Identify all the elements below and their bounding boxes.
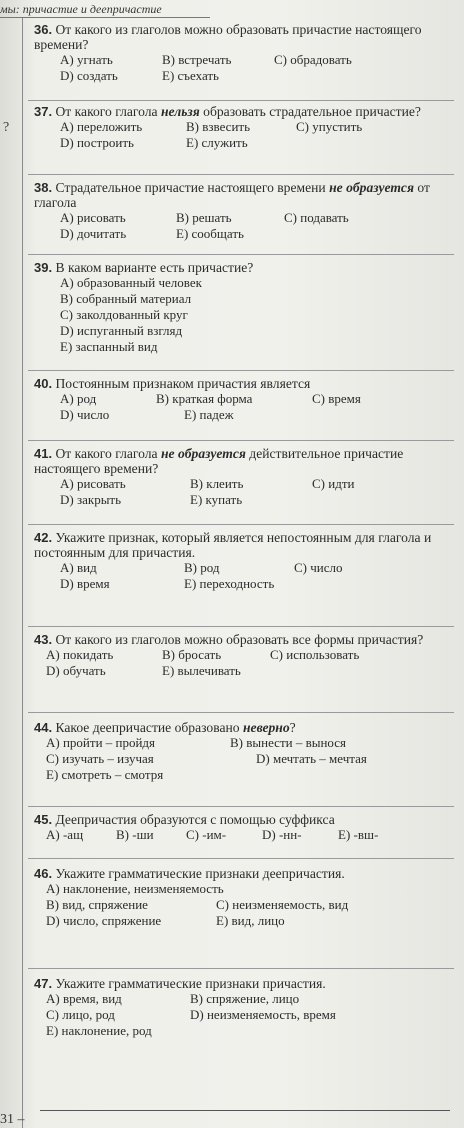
question-43 — [34, 632, 454, 679]
options-row — [34, 291, 454, 307]
option: С) -им- — [186, 827, 227, 843]
question-39 — [34, 260, 454, 355]
options-row — [34, 307, 454, 323]
option: С) изучать – изучая — [46, 751, 154, 767]
options-row — [34, 735, 454, 751]
option: Е) вылечивать — [162, 663, 241, 679]
option: А) пройти – пройдя — [46, 735, 156, 751]
options-row — [34, 663, 454, 679]
question-text: 37. От какого глагола нельзя образовать страдательное причастие? — [34, 104, 421, 119]
option: С) упустить — [296, 119, 363, 135]
options-row — [34, 1023, 454, 1039]
option: Е) служить — [186, 135, 248, 151]
separator — [28, 806, 454, 807]
options-row — [34, 407, 454, 423]
question-text: 42. Укажите признак, который является непостоянным для глагола и постоянным для причастия. — [34, 530, 432, 561]
option: А) род — [60, 391, 97, 407]
options-row — [34, 991, 454, 1007]
separator — [28, 968, 454, 969]
option: В) бросать — [162, 647, 222, 663]
options-row — [34, 391, 454, 407]
option: Е) смотреть – смотря — [46, 767, 164, 783]
option: А) рисовать — [60, 476, 126, 492]
option: Е) заспанный вид — [60, 339, 158, 355]
question-40 — [34, 376, 454, 423]
question-text: 43. От какого из глаголов можно образовать все формы причастия? — [34, 632, 424, 647]
option: В) спряжение, лицо — [190, 991, 300, 1007]
options-row — [34, 897, 454, 913]
options-row — [34, 560, 454, 576]
separator — [28, 100, 454, 101]
option: D) неизменяемость, время — [190, 1007, 336, 1023]
question-47 — [34, 976, 454, 1039]
option: В) вынести – вынося — [230, 735, 346, 751]
question-text: 46. Укажите грамматические признаки деепричастия. — [34, 866, 345, 881]
option: В) взвесить — [186, 119, 251, 135]
options-row — [34, 68, 454, 84]
separator — [28, 626, 454, 627]
option: А) наклонение, неизменяемость — [46, 881, 224, 897]
option: Е) купать — [190, 492, 243, 508]
options-row — [34, 492, 454, 508]
option: А) рисовать — [60, 210, 126, 226]
separator — [28, 174, 454, 175]
option: D) число, спряжение — [46, 913, 162, 929]
option: В) -ши — [116, 827, 154, 843]
option: Е) вид, лицо — [216, 913, 285, 929]
question-text: 45. Деепричастия образуются с помощью суффикса — [34, 812, 335, 827]
option: В) клеить — [190, 476, 244, 492]
option: Е) переходность — [184, 576, 275, 592]
option: D) время — [60, 576, 110, 592]
question-text: 44. Какое деепричастие образовано неверно? — [34, 720, 296, 735]
footer-rule — [40, 1110, 450, 1111]
question-text: 36. От какого из глаголов можно образовать причастие настоящего времени? — [34, 22, 422, 53]
option: Е) падеж — [184, 407, 234, 423]
margin-mark: ? — [3, 120, 10, 135]
question-text: 38. Страдательное причастие настоящего времени не образуется от глагола — [34, 180, 430, 211]
option: В) род — [184, 560, 220, 576]
option: А) время, вид — [46, 991, 122, 1007]
page-header: мы: причастие и деепричастие — [0, 2, 162, 16]
question-45 — [34, 812, 454, 843]
separator — [28, 440, 454, 441]
option: D) испуганный взгляд — [60, 323, 183, 339]
options-row — [34, 226, 454, 242]
option: D) число — [60, 407, 110, 423]
option: А) угнать — [60, 52, 113, 68]
question-46 — [34, 866, 454, 929]
option: Е) наклонение, род — [46, 1023, 152, 1039]
options-row — [34, 323, 454, 339]
option: D) -нн- — [262, 827, 302, 843]
question-38 — [34, 180, 454, 242]
option: С) обрадовать — [274, 52, 352, 68]
option: D) создать — [60, 68, 118, 84]
option: А) -ащ — [46, 827, 84, 843]
question-37 — [34, 104, 454, 151]
options-row — [34, 647, 454, 663]
options-row — [34, 767, 454, 783]
option: А) покидать — [46, 647, 114, 663]
options-row — [34, 827, 454, 843]
options-row — [34, 1007, 454, 1023]
option: D) дочитать — [60, 226, 127, 242]
options-row — [34, 881, 454, 897]
option: С) время — [312, 391, 361, 407]
option: С) подавать — [284, 210, 349, 226]
question-44 — [34, 720, 454, 783]
question-text: 39. В каком варианте есть причастие? — [34, 260, 254, 275]
option: D) закрыть — [60, 492, 122, 508]
options-row — [34, 913, 454, 929]
margin-rule — [22, 18, 23, 1128]
options-row — [34, 119, 454, 135]
question-text: 47. Укажите грамматические признаки причастия. — [34, 976, 326, 991]
options-row — [34, 476, 454, 492]
option: Е) сообщать — [176, 226, 244, 242]
question-42 — [34, 530, 454, 592]
option: А) переложить — [60, 119, 143, 135]
options-row — [34, 275, 454, 291]
option: А) вид — [60, 560, 97, 576]
page-number: 31 – — [0, 1112, 25, 1127]
option: В) решать — [176, 210, 232, 226]
option: В) встречать — [162, 52, 232, 68]
option: Е) съехать — [162, 68, 219, 84]
options-row — [34, 210, 454, 226]
option: С) заколдованный круг — [60, 307, 188, 323]
separator — [28, 254, 454, 255]
separator — [28, 858, 454, 859]
option: С) лицо, род — [46, 1007, 115, 1023]
option: D) построить — [60, 135, 134, 151]
separator — [28, 524, 454, 525]
option: С) число — [294, 560, 343, 576]
option: С) использовать — [270, 647, 360, 663]
options-row — [34, 576, 454, 592]
options-row — [34, 339, 454, 355]
option: С) неизменяемость, вид — [216, 897, 349, 913]
option: А) образованный человек — [60, 275, 202, 291]
options-row — [34, 751, 454, 767]
options-row — [34, 52, 454, 68]
option: Е) -вш- — [338, 827, 379, 843]
option: D) обучать — [46, 663, 106, 679]
question-36 — [34, 22, 454, 84]
separator — [28, 712, 454, 713]
question-41 — [34, 446, 454, 508]
option: С) идти — [312, 476, 355, 492]
option: В) собранный материал — [60, 291, 192, 307]
question-text: 41. От какого глагола не образуется действительное причастие настоящего времени? — [34, 446, 404, 477]
option: В) вид, спряжение — [46, 897, 148, 913]
separator — [28, 370, 454, 371]
option: В) краткая форма — [156, 391, 253, 407]
question-text: 40. Постоянным признаком причастия является — [34, 376, 311, 391]
options-row — [34, 135, 454, 151]
header-rule — [0, 17, 210, 18]
option: D) мечтать – мечтая — [256, 751, 367, 767]
